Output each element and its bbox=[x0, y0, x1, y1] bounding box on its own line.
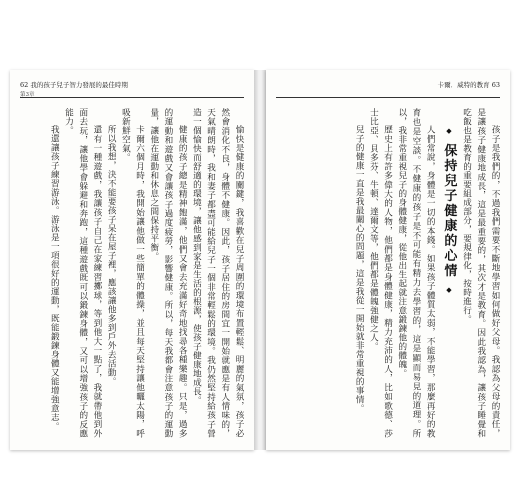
book-gutter bbox=[254, 70, 266, 450]
right-page-running-title: 卡爾．威特的教育 bbox=[437, 81, 490, 89]
intro-paragraph: 孩子是我們的，不過我們需要不斷地學習如何做好父母。我認為父母的責任，是讓孩子健康地成長，這是最重要的，其次才是教育。因此我認為，讓孩子睡覺和吃飯也是教育的重要組成部分，要規律化，按時進行。 bbox=[461, 108, 500, 438]
left-paragraph: 健康的孩子總是精神飽滿，他們又會去充滿好奇地找尋各種樂趣。只是，過多的運動和遊戲又會讓孩子過度疲勞，影響健康。所以，每天我都會注意孩子的運動量，讓他在運動和休息之間保持平衡。 bbox=[148, 108, 188, 438]
left-header-rule bbox=[20, 97, 244, 98]
diamond-ornament-icon: ◆ bbox=[444, 126, 454, 137]
book-spread bbox=[10, 70, 510, 450]
diamond-ornament-icon: ◆ bbox=[444, 285, 454, 297]
right-paragraph: 歷史上有許多偉大的人物，他們都是身體健康，精力充沛的人，比如歌德、莎士比亞、貝多芬、牛頓、達爾文等，他們都是體魄強健之人。 bbox=[368, 108, 393, 438]
left-paragraph: 愉快是健康的關鍵，我喜歡在兒子周圍的環境布置輕鬆、明麗的氣氛，孩子必然會消化不良，身體不健康。因此，孩子居住的房間宜一開始就應是有人情味的，天氣晴朗時，我和妻子都盡可能給兒子一個非常輕鬆的環境。我仍然堅持給孩子營造一個愉快而舒適的環境，讓他感到家是生活的根源，使孩子健康地成長。 bbox=[191, 108, 244, 438]
left-page bbox=[10, 70, 254, 450]
left-page-header bbox=[20, 80, 128, 98]
right-page-header bbox=[438, 80, 500, 89]
left-page-running-title: 我的孩子兒子智力發展的最佳時期 bbox=[30, 81, 128, 89]
right-header-rule bbox=[276, 97, 500, 98]
right-paragraph: 兒子的健康一直是我最關心的問題，這是我從一開始就非常重視的事情。 bbox=[354, 125, 365, 414]
left-paragraph: 還有一種遊戲，我讓孩子自己在家練習擲球，等到他大一點了，我就帶他到外面去玩，讓他學會躲避和奔跑，這種遊戲既可以鍛鍊身體，又可以增強孩子的反應能力。 bbox=[63, 108, 102, 438]
left-paragraph: 所以我想，決不能要孩子呆在屋子裡，應該讓他多到戶外去活動。 bbox=[106, 125, 117, 387]
left-page-body bbox=[18, 108, 246, 438]
right-page bbox=[266, 70, 510, 450]
right-paragraph: 人們常說，身體是一切的本錢。如果孩子體質太弱，不能學習，那麼再好的教育也是空談。不健康的孩子是不可能有精力去學習的，這是顯而易見的道理。所以，我非常重視兒子的身體健康，從他出生起就注意鍛鍊他的體魄。 bbox=[396, 108, 436, 438]
section-title: 保持兒子健康的心情 bbox=[441, 143, 457, 279]
right-page-number: 63 bbox=[491, 81, 500, 89]
section-title-block bbox=[441, 108, 455, 438]
right-page-body bbox=[274, 108, 502, 438]
left-page-number: 62 bbox=[20, 81, 29, 89]
left-paragraph: 我還讓孩子練習游泳。游泳是一項很好的運動，既能鍛鍊身體又能增強意志。 bbox=[49, 125, 60, 432]
left-page-chapter: 第3章 bbox=[20, 92, 35, 98]
left-paragraph: 卡爾六個月時，我開始讓他做一些簡單的體操，並且每天堅持讓他曬太陽，呼吸新鮮空氣。 bbox=[120, 108, 145, 438]
